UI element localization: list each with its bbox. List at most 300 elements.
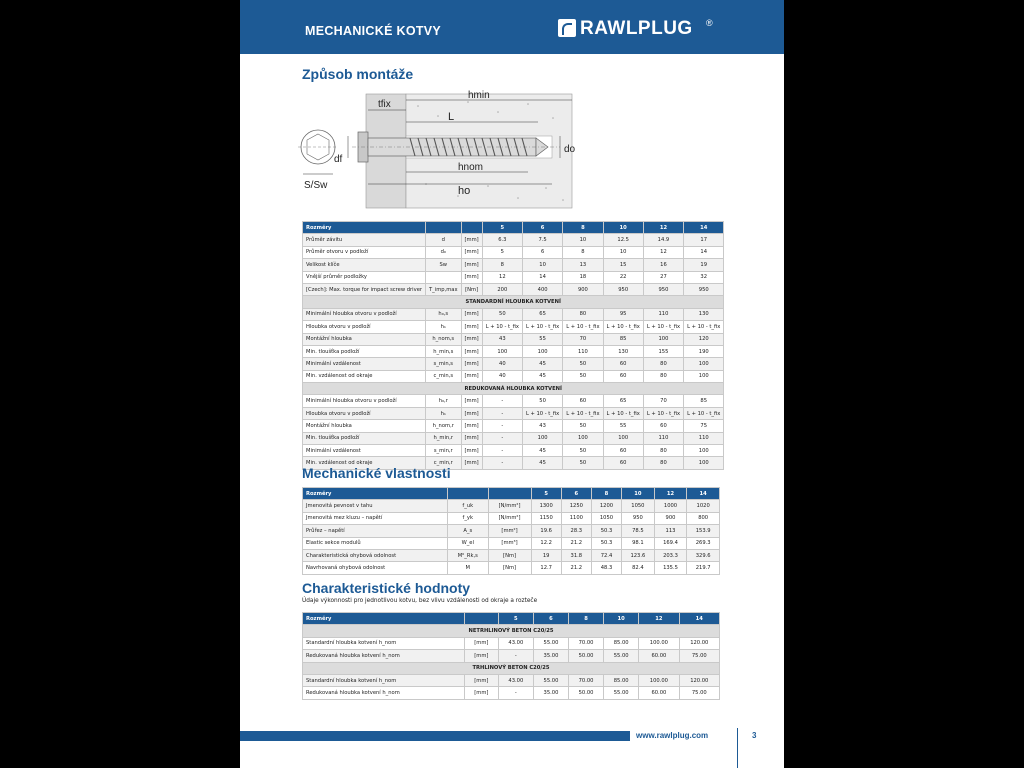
table-cell: 100 bbox=[684, 358, 724, 370]
table-cell: 100 bbox=[684, 370, 724, 382]
table-cell bbox=[426, 271, 462, 283]
table-cell: 269.3 bbox=[687, 537, 720, 549]
table-cell: 50.3 bbox=[591, 537, 621, 549]
table-cell: 32 bbox=[684, 271, 724, 283]
column-header: 12 bbox=[643, 222, 683, 234]
table-cell: [mm] bbox=[461, 345, 482, 357]
table-cell: [mm] bbox=[464, 650, 498, 662]
table-cell: 35.00 bbox=[533, 687, 568, 699]
table-row bbox=[303, 562, 720, 574]
table-cell: 950 bbox=[622, 512, 655, 524]
table-cell: - bbox=[482, 432, 522, 444]
table-cell: 85.00 bbox=[604, 637, 639, 649]
column-header: 6 bbox=[522, 222, 562, 234]
table-cell: 12 bbox=[643, 246, 683, 258]
table-cell: 55 bbox=[603, 420, 643, 432]
table-cell: s_min,s bbox=[426, 358, 462, 370]
installation-diagram bbox=[298, 88, 678, 214]
column-header: Rozměry bbox=[303, 613, 465, 625]
subsection-row bbox=[303, 383, 724, 395]
table-cell: 113 bbox=[654, 525, 687, 537]
column-header bbox=[426, 222, 462, 234]
table-cell: 1050 bbox=[591, 512, 621, 524]
table-cell: 60.00 bbox=[639, 687, 679, 699]
table-cell: 950 bbox=[684, 283, 724, 295]
table-cell: 14.9 bbox=[643, 234, 683, 246]
row-label: Minimální vzdálenost bbox=[303, 445, 426, 457]
row-label: Min. tloušťka podloží bbox=[303, 345, 426, 357]
table-cell: 800 bbox=[687, 512, 720, 524]
table-cell: 45 bbox=[522, 445, 562, 457]
table-cell: 45 bbox=[522, 457, 562, 469]
table-cell: 35.00 bbox=[533, 650, 568, 662]
row-label: Velikost klíče bbox=[303, 259, 426, 271]
table-cell: 100 bbox=[643, 333, 683, 345]
table-cell: 72.4 bbox=[591, 549, 621, 561]
column-header: 14 bbox=[684, 222, 724, 234]
table-cell: 65 bbox=[522, 308, 562, 320]
row-label: Standardní hloubka kotvení h_nom bbox=[303, 637, 465, 649]
row-label: Standardní hloubka kotvení h_nom bbox=[303, 674, 465, 686]
table-cell: 950 bbox=[643, 283, 683, 295]
table-cell: 70.00 bbox=[569, 674, 604, 686]
table-cell: 1100 bbox=[561, 512, 591, 524]
table-cell: 55 bbox=[522, 333, 562, 345]
table-cell: 55.00 bbox=[533, 637, 568, 649]
label-do: do bbox=[564, 144, 576, 155]
table-cell: L + 10 - t_fix bbox=[643, 321, 683, 333]
table-cell: 21.2 bbox=[561, 537, 591, 549]
table-cell: 12 bbox=[482, 271, 522, 283]
row-label: Jmenovitá pevnost v tahu bbox=[303, 500, 448, 512]
table-cell: [Nm] bbox=[461, 283, 482, 295]
table-row bbox=[303, 234, 724, 246]
column-header: Rozměry bbox=[303, 222, 426, 234]
row-label: Navrhovaná ohybová odolnost bbox=[303, 562, 448, 574]
table-cell: 98.1 bbox=[622, 537, 655, 549]
column-header: 5 bbox=[482, 222, 522, 234]
table-cell: 50.00 bbox=[569, 650, 604, 662]
table-cell: 50 bbox=[522, 395, 562, 407]
label-tfix: tfix bbox=[378, 99, 391, 110]
table-cell: 6.3 bbox=[482, 234, 522, 246]
table-cell: 900 bbox=[563, 283, 603, 295]
table-cell: h₀,s bbox=[426, 308, 462, 320]
table-cell: 50.3 bbox=[591, 525, 621, 537]
table-cell: L + 10 - t_fix bbox=[643, 407, 683, 419]
table-cell: 55.00 bbox=[604, 650, 639, 662]
table-cell: h_nom,r bbox=[426, 420, 462, 432]
row-label: Hloubka otvoru v podloží bbox=[303, 407, 426, 419]
table-row bbox=[303, 500, 720, 512]
table-cell: L + 10 - t_fix bbox=[684, 407, 724, 419]
table-cell: L + 10 - t_fix bbox=[563, 407, 603, 419]
table-cell: - bbox=[498, 650, 533, 662]
table-row bbox=[303, 246, 724, 258]
table-cell: 50 bbox=[563, 420, 603, 432]
table-cell: 60 bbox=[643, 420, 683, 432]
table-cell: 80 bbox=[643, 445, 683, 457]
table-cell: A_s bbox=[448, 525, 488, 537]
table-cell: 43.00 bbox=[498, 637, 533, 649]
table-cell: 19 bbox=[684, 259, 724, 271]
table-header-row bbox=[303, 613, 720, 625]
row-label: Průměr otvoru v podloží bbox=[303, 246, 426, 258]
table-cell: [mm] bbox=[461, 271, 482, 283]
table-row bbox=[303, 283, 724, 295]
table-row bbox=[303, 674, 720, 686]
table-row bbox=[303, 308, 724, 320]
table-cell: 48.3 bbox=[591, 562, 621, 574]
table-cell: 10 bbox=[563, 234, 603, 246]
row-label: Montážní hloubka bbox=[303, 333, 426, 345]
table-cell: 7.5 bbox=[522, 234, 562, 246]
table-cell: - bbox=[482, 395, 522, 407]
column-header bbox=[488, 488, 531, 500]
label-hnom: hnom bbox=[458, 162, 484, 173]
table-cell: Sw bbox=[426, 259, 462, 271]
table-cell: [mm] bbox=[461, 420, 482, 432]
table-row bbox=[303, 407, 724, 419]
table-cell: 65 bbox=[603, 395, 643, 407]
table-cell: 80 bbox=[643, 370, 683, 382]
table-cell: 10 bbox=[522, 259, 562, 271]
logo-registered: ® bbox=[706, 18, 713, 28]
table-cell: - bbox=[482, 407, 522, 419]
table-cell: [mm³] bbox=[488, 537, 531, 549]
table-cell: 75 bbox=[684, 420, 724, 432]
table-cell: f_uk bbox=[448, 500, 488, 512]
table-cell: 100 bbox=[522, 345, 562, 357]
table-row bbox=[303, 333, 724, 345]
performance-note: Údaje výkonnosti pro jednotlivou kotvu, bez vlivu vzdálenosti od okraje a rozteče bbox=[302, 598, 538, 604]
table-cell: 123.6 bbox=[622, 549, 655, 561]
table-cell: 50 bbox=[563, 445, 603, 457]
row-label: Redukovaná hloubka kotvení h_nom bbox=[303, 650, 465, 662]
table-cell: 45 bbox=[522, 370, 562, 382]
table-cell: - bbox=[498, 687, 533, 699]
table-cell: 1020 bbox=[687, 500, 720, 512]
table-cell: 50.00 bbox=[569, 687, 604, 699]
table-cell: L + 10 - t_fix bbox=[522, 407, 562, 419]
table-cell: 40 bbox=[482, 370, 522, 382]
table-cell: 45 bbox=[522, 358, 562, 370]
mechanical-properties-table bbox=[302, 487, 720, 575]
table-cell: 135.5 bbox=[654, 562, 687, 574]
table-cell: 1050 bbox=[622, 500, 655, 512]
table-cell: [Nm] bbox=[488, 549, 531, 561]
table-cell: 78.5 bbox=[622, 525, 655, 537]
table-cell: s_min,r bbox=[426, 445, 462, 457]
table-cell: M⁰_Rk,s bbox=[448, 549, 488, 561]
table-cell: 43 bbox=[482, 333, 522, 345]
table-cell: f_yk bbox=[448, 512, 488, 524]
table-cell: [mm] bbox=[461, 457, 482, 469]
label-hmin: hmin bbox=[468, 90, 490, 101]
row-label: Minimální vzdálenost bbox=[303, 358, 426, 370]
table-cell: 19.6 bbox=[531, 525, 561, 537]
table-cell: 70.00 bbox=[569, 637, 604, 649]
column-header: Rozměry bbox=[303, 488, 448, 500]
table-cell: h_min,r bbox=[426, 432, 462, 444]
table-cell: 153.9 bbox=[687, 525, 720, 537]
table-cell: 169.4 bbox=[654, 537, 687, 549]
column-header: 10 bbox=[622, 488, 655, 500]
table-cell: 950 bbox=[603, 283, 643, 295]
subsection-row bbox=[303, 625, 720, 637]
table-cell: 100.00 bbox=[639, 674, 679, 686]
table-cell: 43.00 bbox=[498, 674, 533, 686]
table-cell: 1150 bbox=[531, 512, 561, 524]
table-cell: 22 bbox=[603, 271, 643, 283]
table-cell: 100 bbox=[522, 432, 562, 444]
characteristic-values-table bbox=[302, 612, 720, 700]
table-cell: 15 bbox=[603, 259, 643, 271]
table-cell: L + 10 - t_fix bbox=[684, 321, 724, 333]
table-cell: 100 bbox=[684, 445, 724, 457]
table-cell: 130 bbox=[603, 345, 643, 357]
table-cell: T_imp,max bbox=[426, 283, 462, 295]
table-cell: 31.8 bbox=[561, 549, 591, 561]
table-cell: 21.2 bbox=[561, 562, 591, 574]
row-label: Min. tloušťka podloží bbox=[303, 432, 426, 444]
table-row bbox=[303, 650, 720, 662]
rawlplug-logo bbox=[558, 18, 722, 40]
column-header: 14 bbox=[679, 613, 719, 625]
table-cell: 200 bbox=[482, 283, 522, 295]
section-title-mechanical: Mechanické vlastnosti bbox=[302, 465, 451, 481]
table-cell: [mm] bbox=[461, 432, 482, 444]
section-title-characteristic: Charakteristické hodnoty bbox=[302, 580, 471, 596]
row-label: Charakteristická ohybová odolnost bbox=[303, 549, 448, 561]
table-cell: 14 bbox=[684, 246, 724, 258]
column-header bbox=[464, 613, 498, 625]
table-cell: h₁ bbox=[426, 321, 462, 333]
footer-divider bbox=[737, 728, 738, 768]
table-cell: 50 bbox=[563, 457, 603, 469]
table-cell: 110 bbox=[563, 345, 603, 357]
table-cell: 900 bbox=[654, 512, 687, 524]
table-row bbox=[303, 358, 724, 370]
column-header bbox=[461, 222, 482, 234]
table-cell: 13 bbox=[563, 259, 603, 271]
table-cell: 60 bbox=[603, 445, 643, 457]
table-cell: 6 bbox=[522, 246, 562, 258]
table-cell: 80 bbox=[643, 457, 683, 469]
table-cell: [mm²] bbox=[488, 525, 531, 537]
subsection-row bbox=[303, 296, 724, 308]
column-header: 5 bbox=[531, 488, 561, 500]
table-row bbox=[303, 420, 724, 432]
column-header: 12 bbox=[654, 488, 687, 500]
table-cell: 60.00 bbox=[639, 650, 679, 662]
column-header: 10 bbox=[604, 613, 639, 625]
table-row bbox=[303, 525, 720, 537]
table-cell: 40 bbox=[482, 358, 522, 370]
header-title: MECHANICKÉ KOTVY bbox=[305, 24, 442, 38]
row-label: Minimální hloubka otvoru v podloží bbox=[303, 395, 426, 407]
table-cell: 55.00 bbox=[533, 674, 568, 686]
column-header: 12 bbox=[639, 613, 679, 625]
table-cell: 155 bbox=[643, 345, 683, 357]
table-cell: 329.6 bbox=[687, 549, 720, 561]
table-cell: c_min,r bbox=[426, 457, 462, 469]
row-label: Hloubka otvoru v podloží bbox=[303, 321, 426, 333]
table-cell: 110 bbox=[684, 432, 724, 444]
table-cell: 70 bbox=[563, 333, 603, 345]
table-header-row bbox=[303, 222, 724, 234]
row-label: Elastic sekce modulů bbox=[303, 537, 448, 549]
table-cell: 75.00 bbox=[679, 687, 719, 699]
table-cell: L + 10 - t_fix bbox=[563, 321, 603, 333]
table-cell: 60 bbox=[603, 370, 643, 382]
label-df: df bbox=[334, 154, 343, 165]
table-cell: 10 bbox=[603, 246, 643, 258]
table-cell: 1300 bbox=[531, 500, 561, 512]
table-cell: 130 bbox=[684, 308, 724, 320]
table-cell: - bbox=[482, 420, 522, 432]
table-cell: 14 bbox=[522, 271, 562, 283]
table-cell: h₁ bbox=[426, 407, 462, 419]
table-cell: 60 bbox=[563, 395, 603, 407]
subsection-label: REDUKOVANÁ HLOUBKA KOTVENÍ bbox=[303, 383, 724, 395]
row-label: Vnější průměr podložky bbox=[303, 271, 426, 283]
table-cell: 110 bbox=[643, 308, 683, 320]
table-header-row bbox=[303, 488, 720, 500]
table-cell: 17 bbox=[684, 234, 724, 246]
table-cell: L + 10 - t_fix bbox=[482, 321, 522, 333]
table-cell: 60 bbox=[603, 358, 643, 370]
table-cell: M bbox=[448, 562, 488, 574]
table-cell: h_nom,s bbox=[426, 333, 462, 345]
page-number: 3 bbox=[752, 731, 757, 740]
table-row bbox=[303, 395, 724, 407]
table-cell: 120.00 bbox=[679, 674, 719, 686]
table-cell: [mm] bbox=[461, 246, 482, 258]
row-label: Montážní hloubka bbox=[303, 420, 426, 432]
label-ssw: S/Sw bbox=[304, 180, 328, 191]
logo-text: RAWLPLUG bbox=[580, 18, 693, 39]
table-cell: 1200 bbox=[591, 500, 621, 512]
table-row bbox=[303, 549, 720, 561]
table-cell: h₀,r bbox=[426, 395, 462, 407]
column-header: 6 bbox=[561, 488, 591, 500]
table-cell: L + 10 - t_fix bbox=[603, 321, 643, 333]
table-cell: 100.00 bbox=[639, 637, 679, 649]
subsection-row bbox=[303, 662, 720, 674]
table-cell: 16 bbox=[643, 259, 683, 271]
row-label: Průměr závitu bbox=[303, 234, 426, 246]
footer-url-link[interactable]: www.rawlplug.com bbox=[636, 731, 709, 740]
logo-mark-icon bbox=[558, 19, 576, 37]
column-header: 8 bbox=[591, 488, 621, 500]
table-cell: h_min,s bbox=[426, 345, 462, 357]
footer-bar bbox=[240, 731, 630, 741]
dimensions-table bbox=[302, 221, 724, 470]
table-cell: [mm] bbox=[461, 395, 482, 407]
table-cell: 80 bbox=[563, 308, 603, 320]
table-cell: 75.00 bbox=[679, 650, 719, 662]
table-cell: 5 bbox=[482, 246, 522, 258]
table-cell: 120 bbox=[684, 333, 724, 345]
table-cell: - bbox=[482, 445, 522, 457]
table-cell: 219.7 bbox=[687, 562, 720, 574]
table-cell: 1250 bbox=[561, 500, 591, 512]
row-label: Průřez – napětí bbox=[303, 525, 448, 537]
table-cell: 85 bbox=[684, 395, 724, 407]
row-label: Jmenovitá mez kluzu – napětí bbox=[303, 512, 448, 524]
table-cell: [mm] bbox=[461, 234, 482, 246]
table-cell: [mm] bbox=[461, 259, 482, 271]
table-cell: 100 bbox=[603, 432, 643, 444]
column-header: 14 bbox=[687, 488, 720, 500]
column-header bbox=[448, 488, 488, 500]
table-row bbox=[303, 537, 720, 549]
table-cell: [mm] bbox=[464, 637, 498, 649]
table-cell: - bbox=[482, 457, 522, 469]
row-label: [Czech]: Max. torque for impact screw driver bbox=[303, 283, 426, 295]
table-cell: 85.00 bbox=[604, 674, 639, 686]
table-cell: [N/mm²] bbox=[488, 500, 531, 512]
table-cell: [mm] bbox=[461, 333, 482, 345]
table-cell: L + 10 - t_fix bbox=[603, 407, 643, 419]
table-cell: 120.00 bbox=[679, 637, 719, 649]
column-header: 10 bbox=[603, 222, 643, 234]
table-cell: 27 bbox=[643, 271, 683, 283]
table-cell: 19 bbox=[531, 549, 561, 561]
section-title-installation: Způsob montáže bbox=[302, 66, 414, 82]
table-cell: 50 bbox=[563, 358, 603, 370]
table-row bbox=[303, 445, 724, 457]
datasheet-page bbox=[240, 0, 784, 768]
header-bar bbox=[240, 0, 784, 54]
table-cell: [mm] bbox=[461, 321, 482, 333]
column-header: 5 bbox=[498, 613, 533, 625]
table-cell: 100 bbox=[684, 457, 724, 469]
subsection-label: NETRHLINOVÝ BETON C20/25 bbox=[303, 625, 720, 637]
table-cell: 60 bbox=[603, 457, 643, 469]
table-cell: 100 bbox=[482, 345, 522, 357]
table-cell: 43 bbox=[522, 420, 562, 432]
table-cell: 110 bbox=[643, 432, 683, 444]
table-row bbox=[303, 259, 724, 271]
table-cell: c_min,s bbox=[426, 370, 462, 382]
table-cell: [Nm] bbox=[488, 562, 531, 574]
table-cell: 8 bbox=[482, 259, 522, 271]
row-label: Redukovaná hloubka kotvení h_nom bbox=[303, 687, 465, 699]
subsection-label: STANDARDNÍ HLOUBKA KOTVENÍ bbox=[303, 296, 724, 308]
table-cell: 55.00 bbox=[604, 687, 639, 699]
table-cell: 12.7 bbox=[531, 562, 561, 574]
table-row bbox=[303, 432, 724, 444]
table-cell: 18 bbox=[563, 271, 603, 283]
table-cell: 8 bbox=[563, 246, 603, 258]
table-row bbox=[303, 370, 724, 382]
label-ho: ho bbox=[458, 185, 471, 197]
table-cell: 82.4 bbox=[622, 562, 655, 574]
table-cell: 50 bbox=[482, 308, 522, 320]
table-cell: [mm] bbox=[461, 308, 482, 320]
table-row bbox=[303, 687, 720, 699]
row-label: Min. vzdálenost od okraje bbox=[303, 370, 426, 382]
column-header: 8 bbox=[569, 613, 604, 625]
table-row bbox=[303, 637, 720, 649]
table-cell: [mm] bbox=[461, 445, 482, 457]
table-cell: 1000 bbox=[654, 500, 687, 512]
row-label: Min. vzdálenost od okraje bbox=[303, 457, 426, 469]
table-cell: [mm] bbox=[464, 687, 498, 699]
column-header: 8 bbox=[563, 222, 603, 234]
